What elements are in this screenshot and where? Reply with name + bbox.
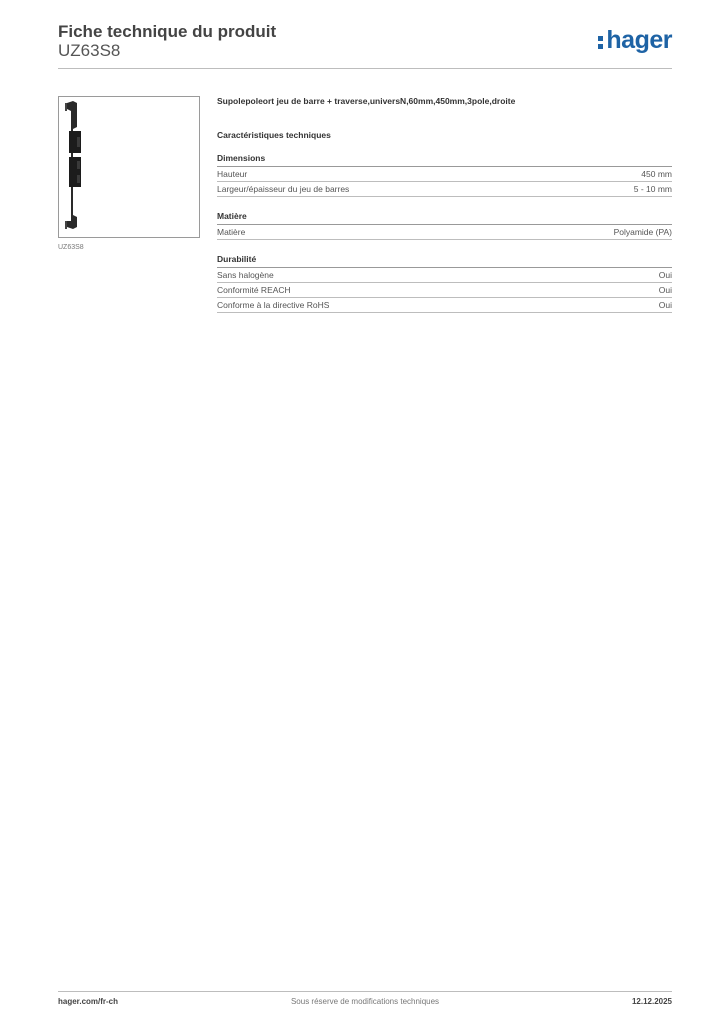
spec-section-title: Caractéristiques techniques bbox=[217, 130, 331, 140]
busbar-support-icon bbox=[59, 97, 199, 237]
footer-notice: Sous réserve de modifications techniques bbox=[290, 997, 440, 1006]
spec-value: 5 - 10 mm bbox=[633, 184, 672, 194]
spec-value: Oui bbox=[658, 285, 672, 295]
spec-value: Oui bbox=[658, 270, 672, 280]
spec-value: Polyamide (PA) bbox=[613, 227, 672, 237]
spec-row bbox=[217, 182, 672, 197]
spec-row bbox=[217, 268, 672, 283]
spec-label: Matière bbox=[217, 227, 246, 237]
footer-divider bbox=[58, 991, 672, 992]
footer-date: 12.12.2025 bbox=[631, 997, 672, 1006]
spec-label: Conformité REACH bbox=[217, 285, 291, 295]
brand-logo[interactable] bbox=[598, 26, 672, 55]
spec-value: Oui bbox=[658, 300, 672, 310]
logo-text: hager bbox=[606, 26, 672, 54]
header-divider bbox=[58, 68, 672, 69]
spec-content bbox=[217, 96, 672, 313]
spec-row bbox=[217, 298, 672, 313]
spec-row bbox=[217, 283, 672, 298]
spec-label: Largeur/épaisseur du jeu de barres bbox=[217, 184, 350, 194]
spec-group-title: Durabilité bbox=[217, 254, 672, 268]
spec-row bbox=[217, 167, 672, 182]
product-description: Supolepoleort jeu de barre + traverse,universN,60mm,450mm,3pole,droite bbox=[217, 96, 516, 106]
spec-label: Conforme à la directive RoHS bbox=[217, 300, 330, 310]
product-reference: UZ63S8 bbox=[58, 41, 121, 60]
spec-value: 450 mm bbox=[641, 169, 672, 179]
page-header bbox=[58, 20, 672, 70]
spec-label: Hauteur bbox=[217, 169, 248, 179]
page-footer bbox=[58, 997, 672, 1011]
page-title: Fiche technique du produit bbox=[58, 22, 277, 41]
spec-label: Sans halogène bbox=[217, 270, 274, 280]
product-image-caption: UZ63S8 bbox=[58, 244, 84, 251]
product-image bbox=[58, 96, 200, 238]
spec-group-title: Dimensions bbox=[217, 153, 672, 167]
logo-colon-icon bbox=[598, 34, 603, 50]
footer-website-link[interactable]: hager.com/fr-ch bbox=[58, 997, 119, 1006]
spec-row bbox=[217, 225, 672, 240]
spec-group-title: Matière bbox=[217, 211, 672, 225]
